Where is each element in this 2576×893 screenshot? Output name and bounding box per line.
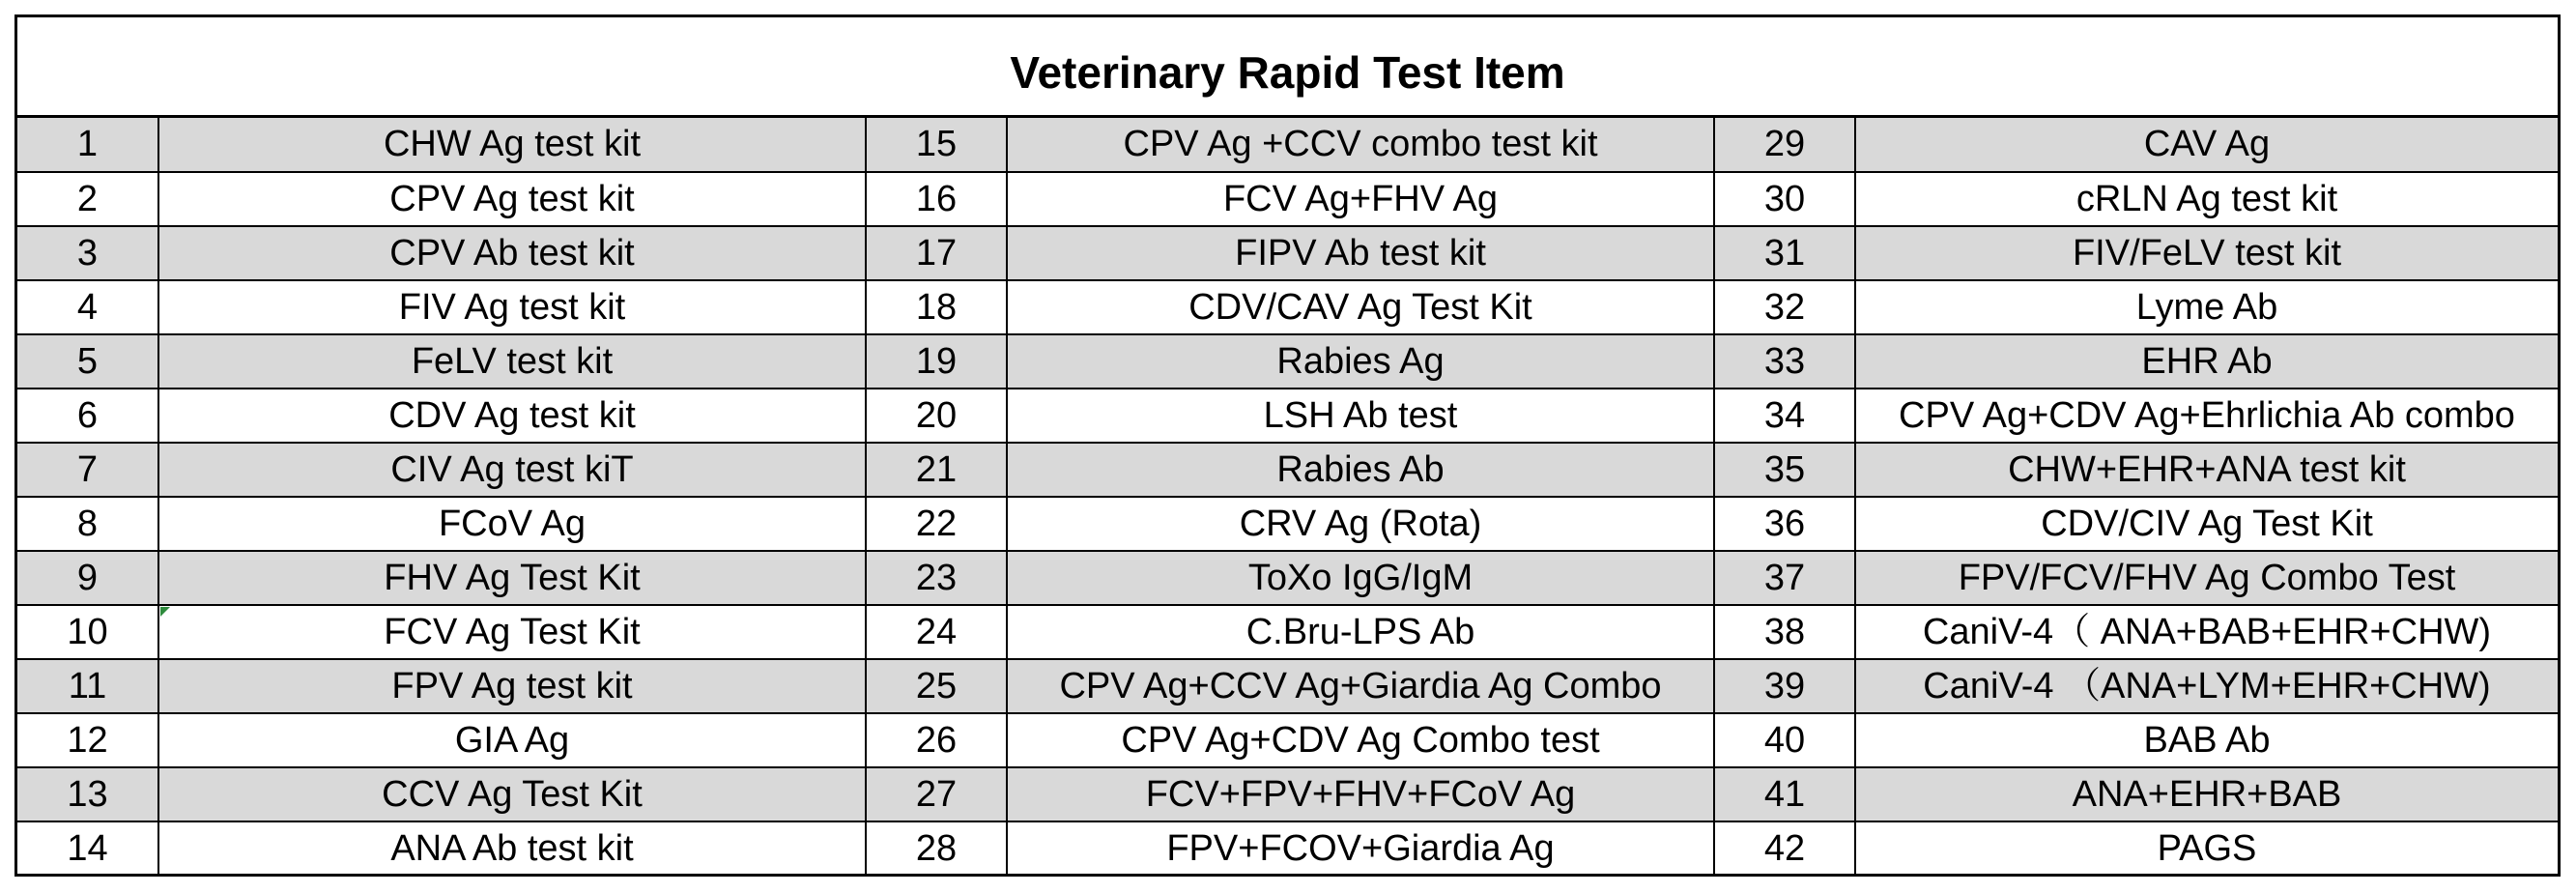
item-name-cell — [1855, 389, 2558, 443]
item-name: Rabies Ag — [1276, 340, 1445, 382]
item-name-cell — [1007, 226, 1714, 280]
item-name: FIPV Ab test kit — [1235, 232, 1486, 274]
item-name: FPV+FCOV+Giardia Ag — [1166, 828, 1555, 869]
item-number: 20 — [915, 394, 958, 436]
sheet-title: Veterinary Rapid Test Item — [17, 17, 2558, 118]
item-number: 14 — [67, 828, 108, 869]
item-name: CPV Ab test kit — [389, 232, 635, 274]
cell-comment-indicator — [160, 607, 170, 617]
item-number: 27 — [915, 773, 958, 815]
item-name: CCV Ag Test Kit — [382, 773, 643, 815]
item-name: PAGS — [2157, 828, 2257, 869]
table-row — [17, 713, 2558, 767]
item-number: 8 — [76, 503, 99, 544]
item-name: GIA Ag — [454, 719, 570, 761]
item-number: 11 — [68, 665, 107, 706]
item-name: cRLN Ag test kit — [2075, 178, 2338, 219]
table-row — [17, 172, 2558, 226]
item-number: 30 — [1763, 178, 1806, 219]
item-number-cell — [866, 280, 1007, 334]
item-number-cell — [1714, 443, 1855, 497]
item-name-cell — [1855, 551, 2558, 605]
item-name-cell — [1007, 389, 1714, 443]
item-name: Lyme Ab — [2135, 286, 2278, 328]
item-name-cell — [1855, 713, 2558, 767]
item-number-cell — [17, 821, 158, 876]
item-name: CIV Ag test kiT — [390, 448, 634, 490]
item-name: CHW Ag test kit — [383, 124, 642, 164]
table-row — [17, 767, 2558, 821]
item-name-cell — [158, 280, 866, 334]
item-name-cell — [1855, 767, 2558, 821]
item-name-cell — [158, 226, 866, 280]
item-number: 26 — [915, 719, 958, 761]
item-number-cell — [1714, 497, 1855, 551]
item-number-cell — [1714, 280, 1855, 334]
item-name-cell — [158, 118, 866, 172]
table-row — [17, 821, 2558, 876]
item-number: 39 — [1763, 665, 1806, 706]
item-name: BAB Ab — [2143, 719, 2271, 761]
item-number-cell — [866, 118, 1007, 172]
item-name-cell — [1007, 497, 1714, 551]
item-number: 1 — [76, 124, 99, 164]
item-number-cell — [866, 226, 1007, 280]
item-number-cell — [866, 713, 1007, 767]
item-number: 15 — [915, 124, 958, 164]
table-row — [17, 659, 2558, 713]
item-name: LSH Ab test — [1263, 394, 1458, 436]
item-name-cell — [1855, 334, 2558, 389]
item-number: 22 — [915, 503, 958, 544]
item-number: 28 — [915, 828, 958, 869]
item-name: CaniV-4（ ANA+BAB+EHR+CHW) — [1922, 611, 2492, 652]
item-name: CDV/CIV Ag Test Kit — [2041, 503, 2373, 544]
item-number-cell — [1714, 713, 1855, 767]
table-row — [17, 605, 2558, 659]
test-item-sheet — [14, 14, 2561, 877]
item-number-cell — [1714, 551, 1855, 605]
item-name: CPV Ag+CDV Ag+Ehrlichia Ab combo — [1899, 394, 2515, 436]
table-row — [17, 551, 2558, 605]
item-number: 3 — [76, 232, 99, 274]
item-name-cell — [1007, 767, 1714, 821]
item-name: FCV Ag+FHV Ag — [1222, 178, 1499, 219]
item-name-cell — [1855, 605, 2558, 659]
item-number: 23 — [915, 557, 958, 598]
item-name: CPV Ag +CCV combo test kit — [1123, 124, 1598, 164]
item-name-cell — [1007, 334, 1714, 389]
item-name: Rabies Ab — [1276, 448, 1445, 490]
item-number-cell — [866, 551, 1007, 605]
item-number-cell — [866, 659, 1007, 713]
item-name-cell — [158, 767, 866, 821]
item-name: FeLV test kit — [411, 340, 614, 382]
item-name: CPV Ag+CDV Ag Combo test — [1121, 719, 1600, 761]
item-number: 16 — [915, 178, 958, 219]
item-number: 34 — [1763, 394, 1806, 436]
table-row — [17, 334, 2558, 389]
item-number: 31 — [1763, 232, 1806, 274]
item-name: CPV Ag+CCV Ag+Giardia Ag Combo — [1059, 665, 1662, 706]
item-name-cell — [158, 713, 866, 767]
item-number-cell — [17, 172, 158, 226]
item-name: CHW+EHR+ANA test kit — [2008, 448, 2406, 490]
item-number-cell — [1714, 389, 1855, 443]
item-number: 6 — [76, 394, 99, 436]
item-name: CRV Ag (Rota) — [1239, 503, 1482, 544]
item-number-cell — [1714, 767, 1855, 821]
item-number: 33 — [1763, 340, 1806, 382]
item-name: ToXo IgG/IgM — [1247, 557, 1474, 598]
item-name: C.Bru-LPS Ab — [1245, 611, 1475, 652]
table-row — [17, 389, 2558, 443]
item-number-cell — [17, 334, 158, 389]
item-name: FCoV Ag — [438, 503, 587, 544]
item-number: 13 — [67, 773, 108, 815]
table-row — [17, 497, 2558, 551]
item-name: CaniV-4 （ANA+LYM+EHR+CHW) — [1923, 665, 2491, 706]
item-number: 12 — [67, 719, 108, 761]
item-name-cell — [158, 497, 866, 551]
item-number: 29 — [1763, 124, 1806, 164]
item-name-cell — [1007, 551, 1714, 605]
item-number: 4 — [76, 286, 99, 328]
item-number: 35 — [1763, 448, 1806, 490]
item-name: ANA+EHR+BAB — [2072, 773, 2342, 815]
item-name: FHV Ag Test Kit — [384, 557, 641, 598]
item-number: 5 — [76, 340, 99, 382]
item-name-cell — [1007, 443, 1714, 497]
table-row — [17, 443, 2558, 497]
item-number-cell — [866, 334, 1007, 389]
item-number-cell — [866, 605, 1007, 659]
item-name-cell — [1007, 280, 1714, 334]
item-number-cell — [17, 605, 158, 659]
item-name: CPV Ag test kit — [389, 178, 635, 219]
item-name: CDV/CAV Ag Test Kit — [1188, 286, 1532, 328]
item-name-cell — [1855, 172, 2558, 226]
item-name: FCV Ag Test Kit — [384, 611, 641, 652]
table-row — [17, 118, 2558, 172]
item-number-cell — [1714, 659, 1855, 713]
item-name-cell — [1855, 280, 2558, 334]
item-name: FPV Ag test kit — [391, 665, 633, 706]
item-name-cell — [158, 551, 866, 605]
item-number-cell — [866, 443, 1007, 497]
item-name: FIV Ag test kit — [398, 286, 626, 328]
item-name: EHR Ab — [2141, 340, 2273, 382]
item-number: 19 — [915, 340, 958, 382]
item-number: 9 — [76, 557, 99, 598]
item-number: 24 — [915, 611, 958, 652]
item-number: 40 — [1763, 719, 1806, 761]
item-name: ANA Ab test kit — [390, 828, 634, 869]
item-name-cell — [1855, 497, 2558, 551]
item-name-cell — [1007, 713, 1714, 767]
item-name-cell — [158, 172, 866, 226]
item-name: FIV/FeLV test kit — [2072, 232, 2342, 274]
table-row — [17, 226, 2558, 280]
item-number-cell — [866, 172, 1007, 226]
item-name-cell — [1855, 118, 2558, 172]
item-number-cell — [17, 659, 158, 713]
item-number-cell — [17, 767, 158, 821]
item-number: 7 — [76, 448, 99, 490]
item-number-cell — [17, 497, 158, 551]
item-number-cell — [866, 767, 1007, 821]
item-name-cell — [1007, 118, 1714, 172]
item-name-cell — [158, 443, 866, 497]
item-number: 42 — [1763, 828, 1806, 869]
item-number: 37 — [1763, 557, 1806, 598]
table-row — [17, 280, 2558, 334]
item-number: 21 — [915, 448, 958, 490]
item-name-cell — [158, 605, 866, 659]
item-number: 38 — [1763, 611, 1806, 652]
item-number-cell — [1714, 821, 1855, 876]
item-name-cell — [1007, 605, 1714, 659]
item-number-cell — [17, 226, 158, 280]
item-number-cell — [17, 443, 158, 497]
item-number: 10 — [67, 611, 108, 652]
item-number: 32 — [1763, 286, 1806, 328]
item-number-cell — [17, 280, 158, 334]
item-name-cell — [1855, 821, 2558, 876]
item-name-cell — [158, 334, 866, 389]
item-number-cell — [1714, 334, 1855, 389]
item-name-cell — [1855, 443, 2558, 497]
item-number-cell — [1714, 226, 1855, 280]
item-number-cell — [866, 497, 1007, 551]
item-number-cell — [17, 713, 158, 767]
item-number-cell — [1714, 118, 1855, 172]
item-name: CDV Ag test kit — [388, 394, 636, 436]
item-number-cell — [1714, 172, 1855, 226]
item-number-cell — [17, 118, 158, 172]
item-name-cell — [1007, 172, 1714, 226]
item-name-cell — [158, 821, 866, 876]
item-number-cell — [866, 389, 1007, 443]
item-name-cell — [158, 389, 866, 443]
test-item-table — [17, 118, 2558, 876]
item-name: CAV Ag — [2143, 124, 2271, 164]
item-name-cell — [1007, 659, 1714, 713]
item-number-cell — [17, 551, 158, 605]
item-name-cell — [1855, 226, 2558, 280]
item-name-cell — [1855, 659, 2558, 713]
item-number-cell — [1714, 605, 1855, 659]
item-name: FCV+FPV+FHV+FCoV Ag — [1145, 773, 1576, 815]
item-number: 41 — [1763, 773, 1806, 815]
item-number: 25 — [915, 665, 958, 706]
item-number: 17 — [915, 232, 958, 274]
item-number: 18 — [915, 286, 958, 328]
item-name-cell — [1007, 821, 1714, 876]
item-name-cell — [158, 659, 866, 713]
item-number: 36 — [1763, 503, 1806, 544]
item-name: FPV/FCV/FHV Ag Combo Test — [1958, 557, 2456, 598]
item-number-cell — [17, 389, 158, 443]
item-number-cell — [866, 821, 1007, 876]
item-number: 2 — [76, 178, 99, 219]
